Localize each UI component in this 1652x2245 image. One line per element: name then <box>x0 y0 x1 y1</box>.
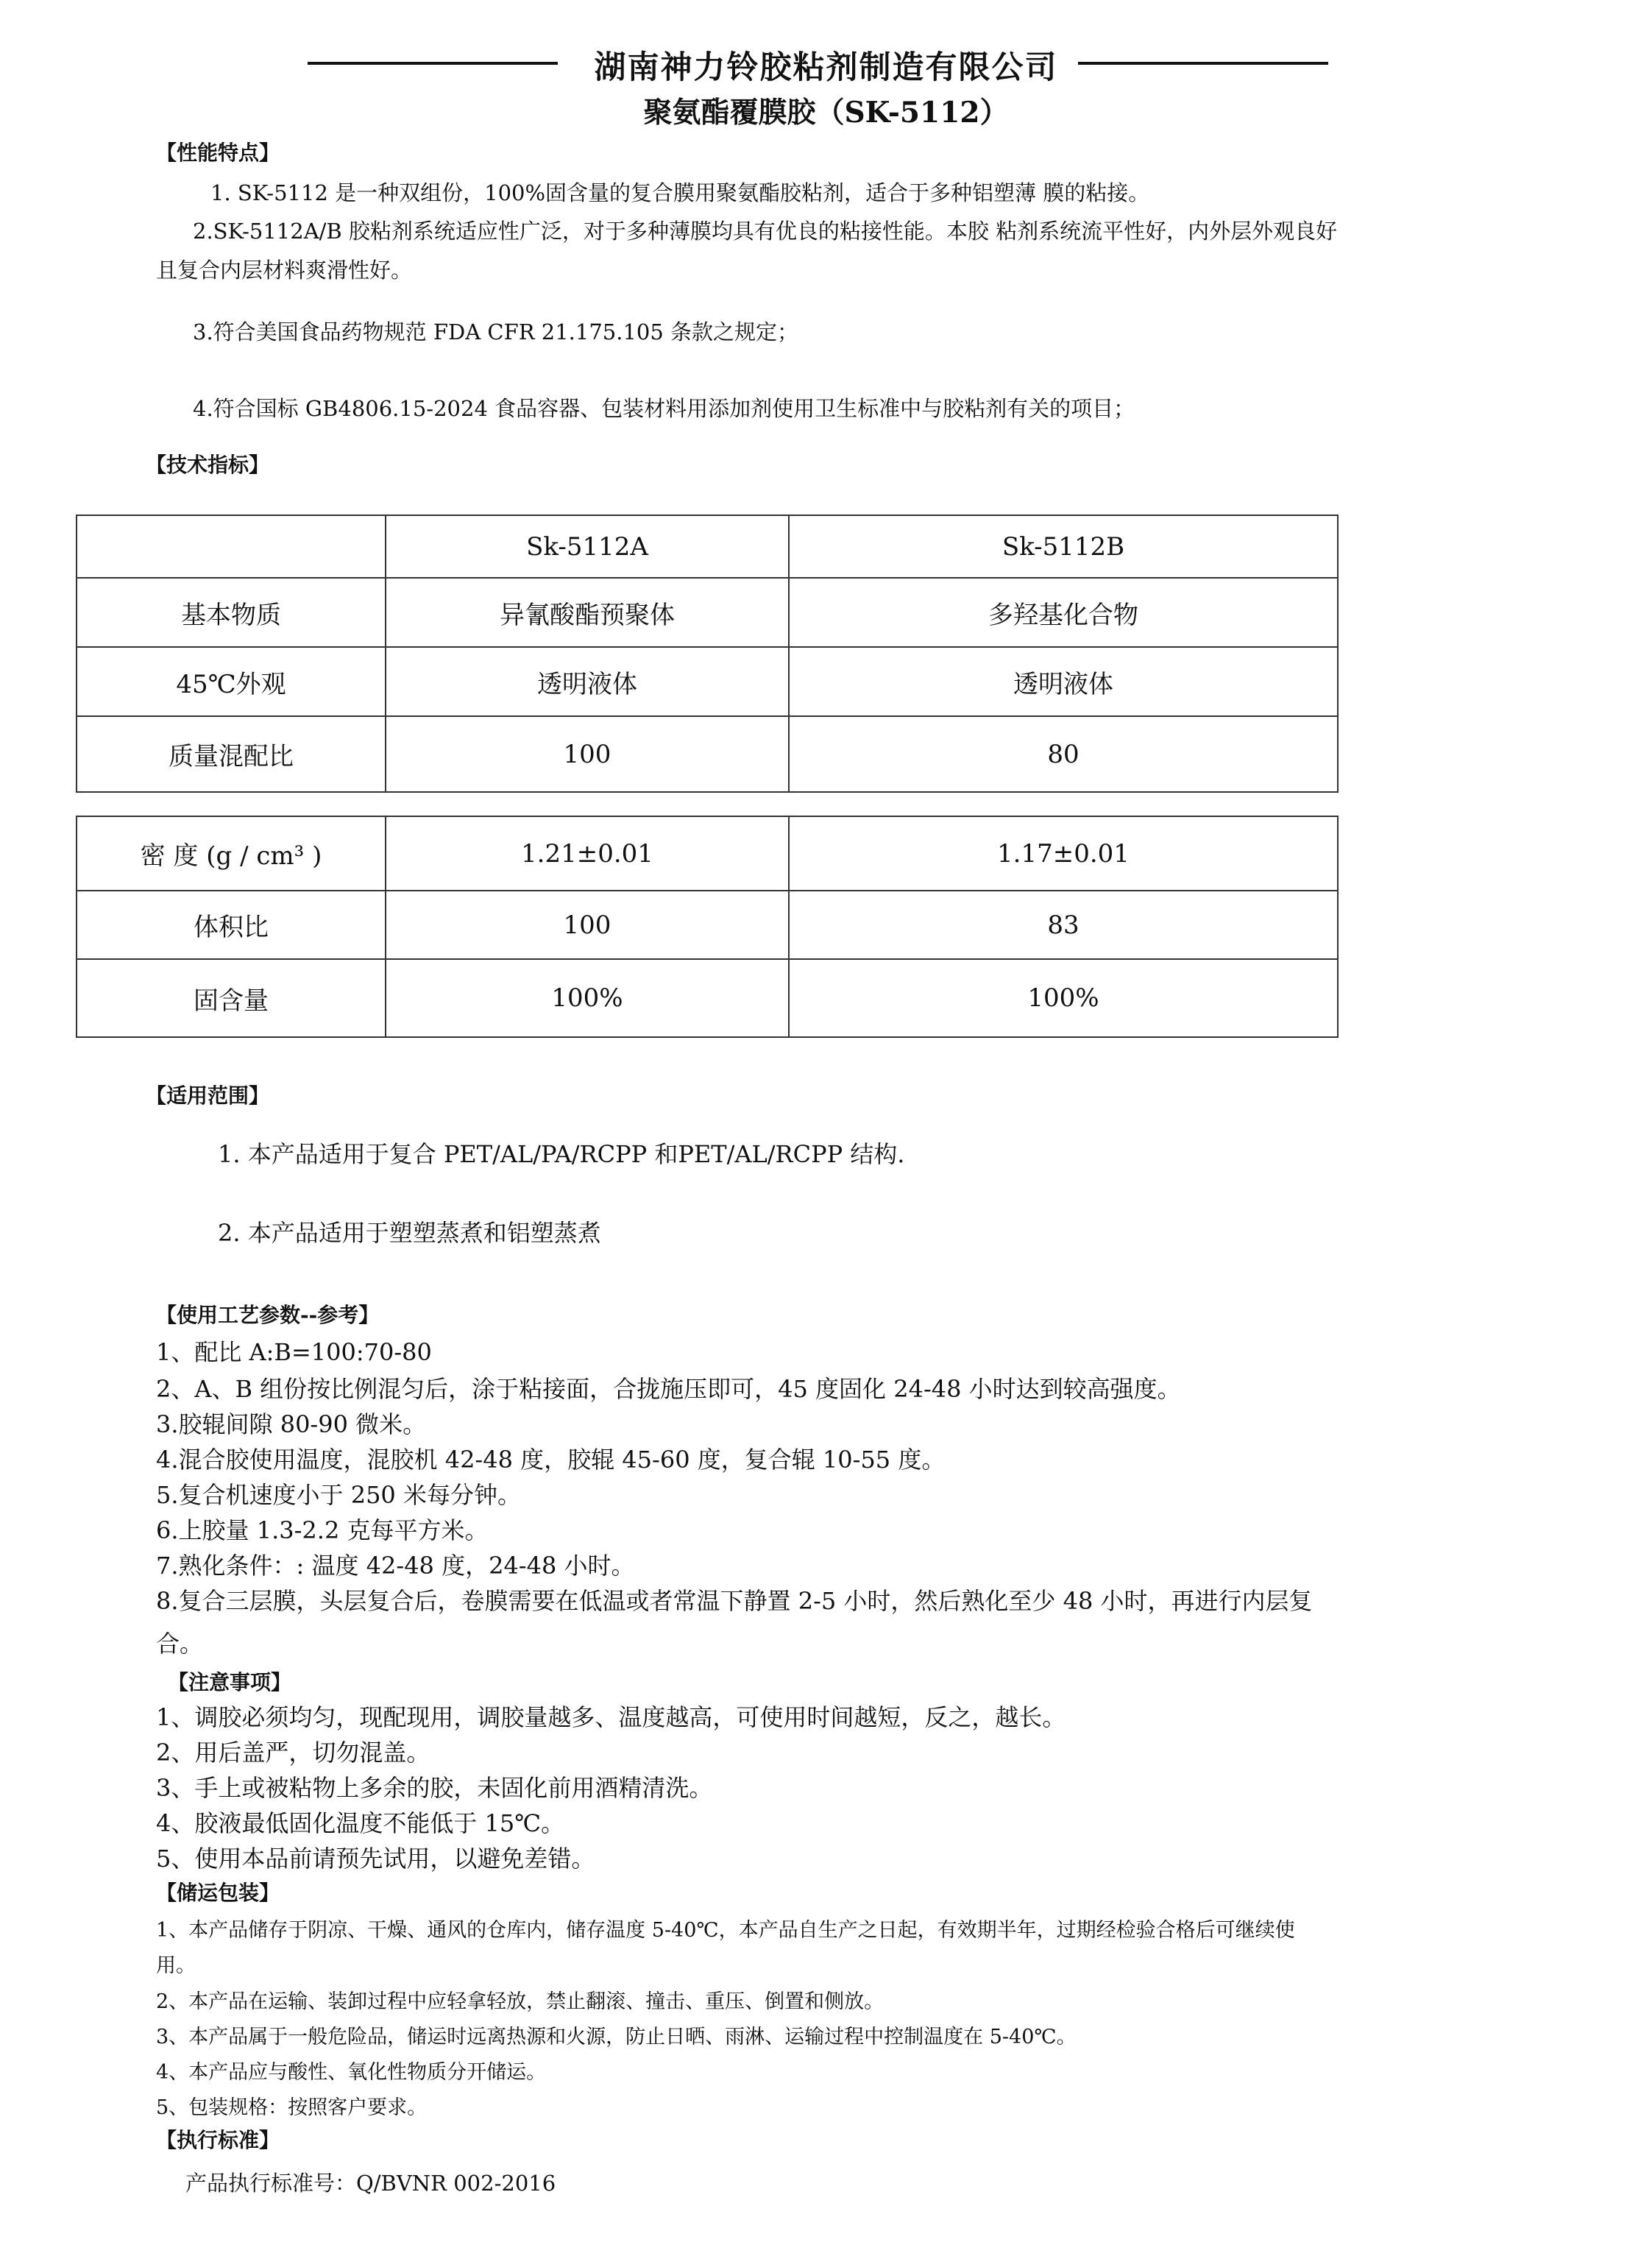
process-item: 合。 <box>156 1630 204 1658</box>
table-cell: 45℃外观 <box>77 647 386 716</box>
process-item: 7.熟化条件：: 温度 42-48 度，24-48 小时。 <box>156 1552 635 1580</box>
table-cell: 基本物质 <box>77 578 386 647</box>
table-row <box>77 891 1338 959</box>
note-item: 1、调胶必须均匀，现配现用，调胶量越多、温度越高，可使用时间越短，反之，越长。 <box>156 1703 1066 1731</box>
table-header-cell: Sk-5112A <box>386 515 789 578</box>
section-heading-features: 【性能特点】 <box>156 141 280 165</box>
table-cell: 透明液体 <box>386 647 789 716</box>
table-row <box>77 816 1338 891</box>
storage-item: 1、本产品储存于阴凉、干燥、通风的仓库内，储存温度 5-40℃，本产品自生产之日起，有效期半年，过期经检验合格后可继续使 <box>156 1919 1295 1942</box>
feature-item: 1. SK-5112 是一种双组份，100%固含量的复合膜用聚氨酯胶粘剂，适合于多种铝塑薄 膜的粘接。 <box>210 180 1150 205</box>
spec-table-1 <box>76 515 1339 793</box>
table-cell: 1.17±0.01 <box>789 816 1338 891</box>
spec-table-2 <box>76 816 1339 1038</box>
company-name: 湖南神力铃胶粘剂制造有限公司 <box>594 49 1058 86</box>
table-row <box>77 959 1338 1037</box>
table-cell: 密 度 (g / cm³ ) <box>77 816 386 891</box>
table-cell: 80 <box>789 716 1338 792</box>
table-cell <box>77 515 386 578</box>
section-heading-scope: 【适用范围】 <box>146 1083 270 1108</box>
table-header-row <box>77 515 1338 578</box>
table-row <box>77 578 1338 647</box>
table-row <box>77 716 1338 792</box>
note-item: 5、使用本品前请预先试用，以避免差错。 <box>156 1845 595 1873</box>
note-item: 2、用后盖严，切勿混盖。 <box>156 1739 430 1767</box>
section-heading-notes: 【注意事项】 <box>168 1670 292 1694</box>
table-cell: 100% <box>386 959 789 1037</box>
table-cell: 多羟基化合物 <box>789 578 1338 647</box>
process-item: 5.复合机速度小于 250 米每分钟。 <box>156 1481 521 1509</box>
process-item: 6.上胶量 1.3-2.2 克每平方米。 <box>156 1516 489 1544</box>
storage-item: 用。 <box>156 1954 196 1977</box>
section-heading-standard: 【执行标准】 <box>156 2128 280 2152</box>
table-cell: 固含量 <box>77 959 386 1037</box>
table-cell: 透明液体 <box>789 647 1338 716</box>
section-heading-process: 【使用工艺参数--参考】 <box>156 1303 380 1327</box>
table-cell: 异氰酸酯预聚体 <box>386 578 789 647</box>
table-cell: 1.21±0.01 <box>386 816 789 891</box>
feature-item: 3.符合美国食品药物规范 FDA CFR 21.175.105 条款之规定； <box>193 319 799 344</box>
standard-number: 产品执行标准号：Q/BVNR 002-2016 <box>185 2171 556 2196</box>
process-item: 8.复合三层膜，头层复合后，卷膜需要在低温或者常温下静置 2-5 小时，然后熟化至少 48 小时，再进行内层复 <box>156 1587 1313 1615</box>
section-heading-specs: 【技术指标】 <box>146 453 270 477</box>
process-item: 2、A、B 组份按比例混匀后，涂于粘接面，合拢施压即可，45 度固化 24-48 小时达到较高强度。 <box>156 1375 1181 1403</box>
storage-item: 5、包装规格：按照客户要求。 <box>156 2096 428 2119</box>
storage-item: 3、本产品属于一般危险品，储运时远离热源和火源，防止日晒、雨淋、运输过程中控制温度在 5-40℃。 <box>156 2026 1077 2048</box>
feature-item: 且复合内层材料爽滑性好。 <box>156 258 413 283</box>
table-cell: 质量混配比 <box>77 716 386 792</box>
feature-item: 4.符合国标 GB4806.15-2024 食品容器、包装材料用添加剂使用卫生标准中与胶粘剂有关的项目； <box>193 396 1135 421</box>
storage-item: 4、本产品应与酸性、氧化性物质分开储运。 <box>156 2061 547 2084</box>
scope-item: 1. 本产品适用于复合 PET/AL/PA/RCPP 和PET/AL/RCPP 结构. <box>218 1140 905 1168</box>
process-item: 3.胶辊间隙 80-90 微米。 <box>156 1410 427 1438</box>
process-item: 4.混合胶使用温度，混胶机 42-48 度，胶辊 45-60 度，复合辊 10-55 度。 <box>156 1446 946 1474</box>
feature-item: 2.SK-5112A/B 胶粘剂系统适应性广泛，对于多种薄膜均具有优良的粘接性能。本胶 粘剂系统流平性好，内外层外观良好 <box>193 219 1338 244</box>
table-cell: 体积比 <box>77 891 386 959</box>
table-row <box>77 647 1338 716</box>
scope-item: 2. 本产品适用于塑塑蒸煮和铝塑蒸煮 <box>218 1219 601 1247</box>
table-header-cell: Sk-5112B <box>789 515 1338 578</box>
table-cell: 100 <box>386 716 789 792</box>
table-cell: 100% <box>789 959 1338 1037</box>
section-heading-storage: 【储运包装】 <box>156 1881 280 1905</box>
storage-item: 2、本产品在运输、装卸过程中应轻拿轻放，禁止翻滚、撞击、重压、倒置和侧放。 <box>156 1990 885 2013</box>
table-cell: 83 <box>789 891 1338 959</box>
product-title: 聚氨酯覆膜胶（SK-5112） <box>643 96 1009 130</box>
table-cell: 100 <box>386 891 789 959</box>
process-item: 1、配比 A:B=100:70-80 <box>156 1338 432 1366</box>
note-item: 4、胶液最低固化温度不能低于 15℃。 <box>156 1809 565 1837</box>
note-item: 3、手上或被粘物上多余的胶，未固化前用酒精清洗。 <box>156 1774 713 1802</box>
